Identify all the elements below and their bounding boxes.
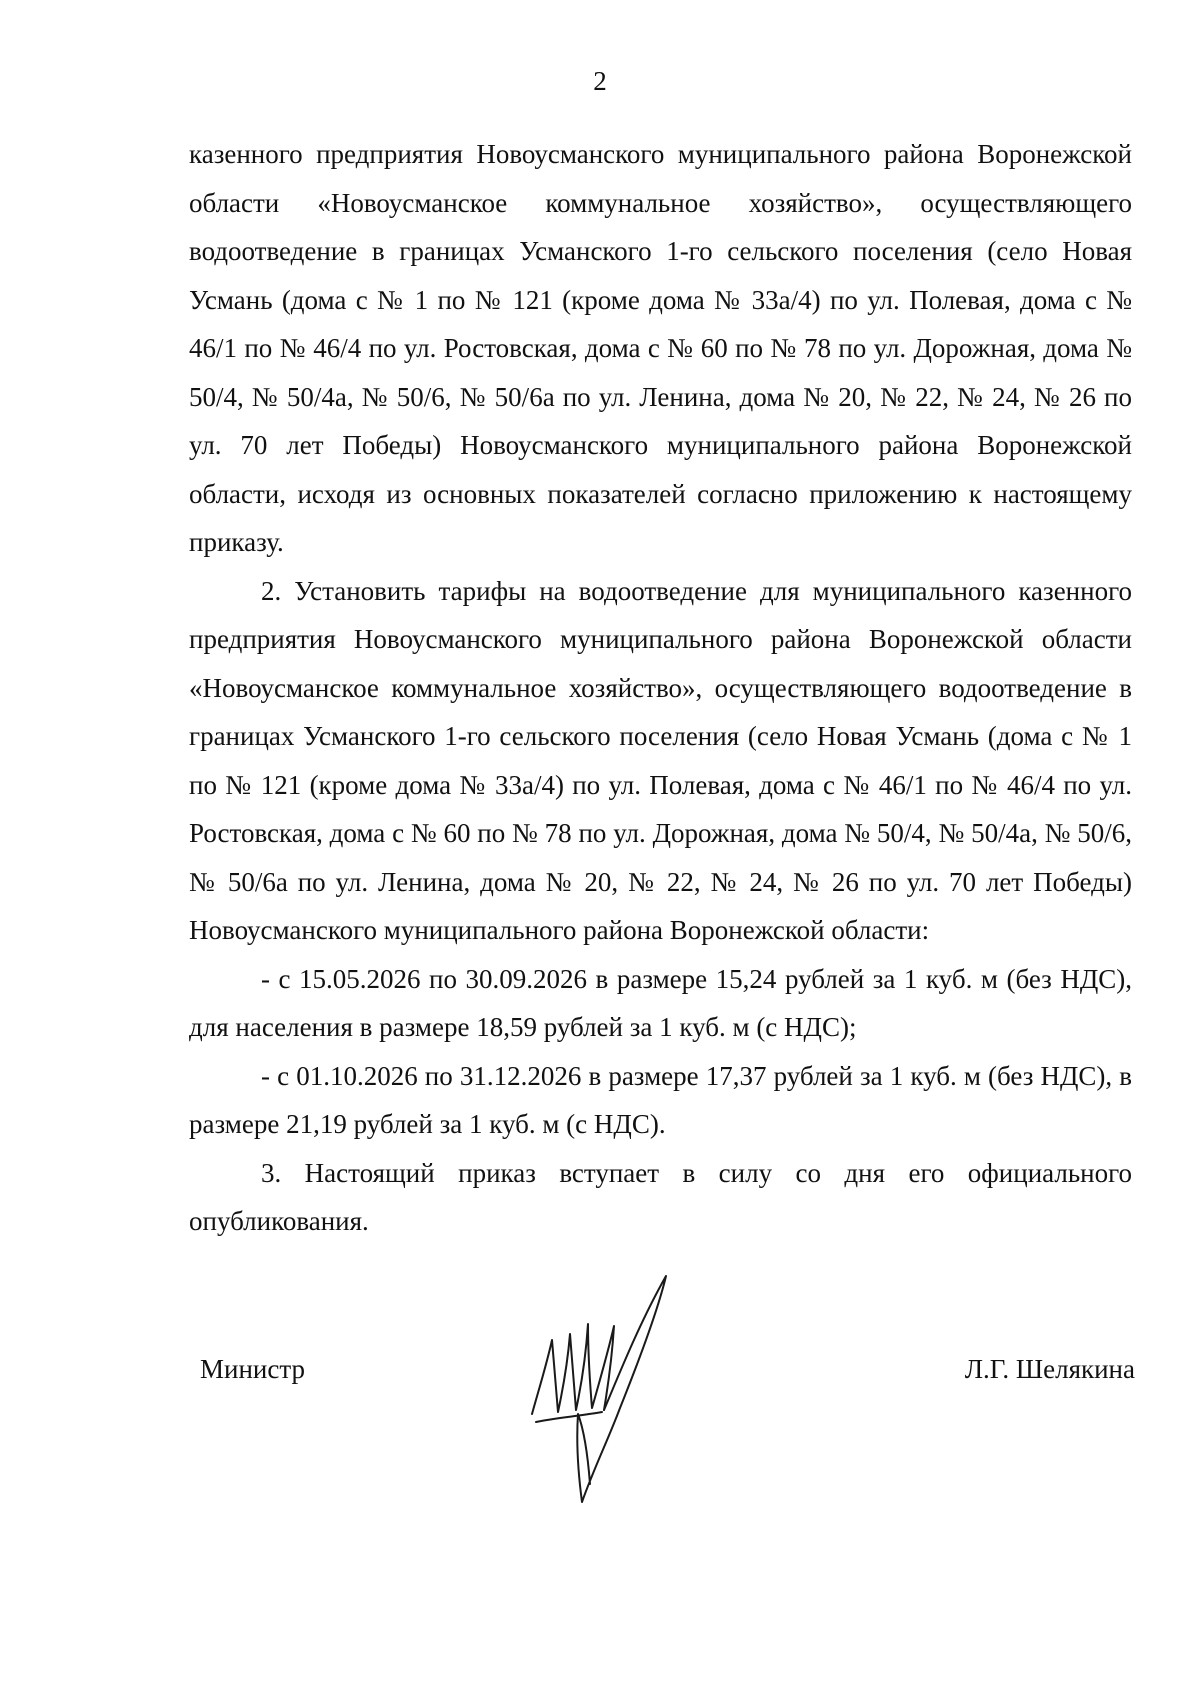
tariff-period-2: - с 01.10.2026 по 31.12.2026 в размере 17,37 рублей за 1 куб. м (без НДС), в размере 21,19 рублей за 1 куб. м (с НДС). <box>189 1060 1132 1139</box>
position-title: Министр <box>200 1354 305 1384</box>
document-body <box>189 130 1132 1246</box>
paragraph-item-2: 2. Установить тарифы на водоотведение для муниципального казенного предприятия Новоусманского муниципального района Воронежской области «Новоусманское коммунальное хозяйство», осуществляющего водоотведение в границах Усманского 1-го сельского поселения (село Новая Усмань (дома с № 1 по № 121 (кроме дома № 33а/4) по ул. Полевая, дома с № 46/1 по № 46/4 по ул. Ростовская, дома с № 60 по № 78 по ул. Дорожная, дома № 50/4, № 50/4а, № 50/6, № 50/6а по ул. Ленина, дома № 20, № 22, № 24, № 26 по ул. 70 лет Победы) Новоусманского муниципального района Воронежской области: <box>189 575 1132 945</box>
handwritten-signature <box>528 1262 678 1512</box>
tariff-period-1: - с 15.05.2026 по 30.09.2026 в размере 15,24 рублей за 1 куб. м (без НДС), для населения в размере 18,59 рублей за 1 куб. м (с НДС); <box>189 963 1132 1042</box>
paragraph-item-3: 3. Настоящий приказ вступает в силу со дня его официального опубликования. <box>189 1157 1132 1236</box>
signer-name: Л.Г. Шелякина <box>964 1354 1135 1384</box>
paragraph-continuation: казенного предприятия Новоусманского муниципального района Воронежской области «Новоусманское коммунальное хозяйство», осуществляющего водоотведение в границах Усманского 1-го сельского поселения (село Новая Усмань (дома с № 1 по № 121 (кроме дома № 33а/4) по ул. Полевая, дома с № 46/1 по № 46/4 по ул. Ростовская, дома с № 60 по № 78 по ул. Дорожная, дома № 50/4, № 50/4а, № 50/6, № 50/6а по ул. Ленина, дома № 20, № 22, № 24, № 26 по ул. 70 лет Победы) Новоусманского муниципального района Воронежской области, исходя из основных показателей согласно приложению к настоящему приказу. <box>189 139 1132 557</box>
page-number: 2 <box>593 66 607 96</box>
